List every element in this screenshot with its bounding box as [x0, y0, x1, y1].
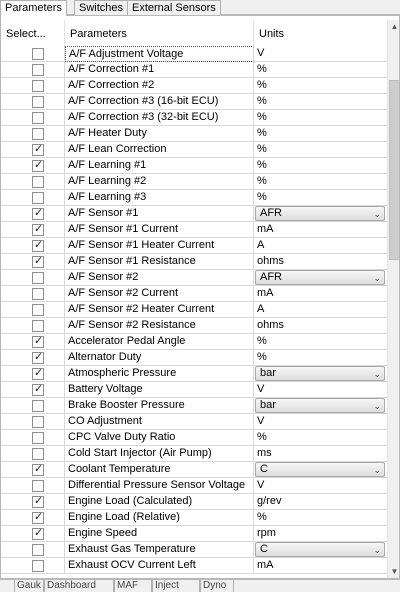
select-cell: [1, 174, 65, 190]
select-checkbox[interactable]: [32, 240, 44, 252]
select-checkbox[interactable]: [32, 384, 44, 396]
table-row[interactable]: [1, 334, 387, 350]
checkmark-icon: ✓: [34, 159, 44, 171]
select-checkbox[interactable]: [32, 496, 44, 508]
select-checkbox[interactable]: [32, 432, 44, 444]
parameter-name: A/F Adjustment Voltage: [65, 46, 254, 62]
table-row[interactable]: [1, 414, 387, 430]
parameter-name: A/F Sensor #2 Heater Current: [65, 302, 254, 318]
table-row[interactable]: [1, 94, 387, 110]
table-row[interactable]: [1, 174, 387, 190]
unit-value: V: [257, 47, 265, 59]
select-cell: [1, 254, 65, 270]
select-cell: [1, 238, 65, 254]
select-checkbox[interactable]: [32, 224, 44, 236]
parameter-name: Atmospheric Pressure: [65, 366, 254, 382]
select-checkbox[interactable]: [32, 528, 44, 540]
bottom-tab-strip: [0, 579, 400, 592]
unit-value: %: [257, 191, 267, 203]
table-row[interactable]: [1, 542, 387, 558]
unit-value: %: [257, 431, 267, 443]
parameter-name: A/F Learning #1: [65, 158, 254, 174]
column-header-parameters[interactable]: Parameters: [65, 20, 254, 50]
table-row[interactable]: [1, 222, 387, 238]
parameter-name: Exhaust OCV Current Left: [65, 558, 254, 574]
unit-dropdown[interactable]: [255, 206, 385, 221]
bottom-tab-4[interactable]: Inject: [152, 580, 200, 592]
table-row[interactable]: [1, 206, 387, 222]
table-row[interactable]: [1, 238, 387, 254]
chevron-down-icon[interactable]: ⌄: [373, 209, 381, 219]
table-row[interactable]: [1, 126, 387, 142]
select-cell: [1, 302, 65, 318]
unit-value: V: [257, 415, 265, 427]
select-checkbox[interactable]: [32, 480, 44, 492]
select-checkbox[interactable]: [32, 176, 44, 188]
unit-dropdown-value: AFR: [260, 271, 282, 283]
unit-value: g/rev: [257, 495, 282, 507]
checkmark-icon: ✓: [34, 367, 44, 379]
parameter-name: A/F Sensor #1: [65, 206, 254, 222]
select-checkbox[interactable]: [32, 544, 44, 556]
select-cell: [1, 526, 65, 542]
unit-value: %: [257, 111, 267, 123]
unit-value: %: [257, 159, 267, 171]
select-cell: [1, 350, 65, 366]
select-checkbox[interactable]: [32, 96, 44, 108]
select-cell: [1, 270, 65, 286]
parameter-name: Exhaust Gas Temperature: [65, 542, 254, 558]
column-header-units[interactable]: Units: [259, 28, 285, 40]
unit-dropdown[interactable]: [255, 542, 385, 557]
unit-dropdown-value: C: [260, 463, 268, 475]
checkmark-icon: ✓: [34, 383, 44, 395]
select-checkbox[interactable]: [32, 448, 44, 460]
table-row[interactable]: [1, 46, 387, 62]
parameter-name: Battery Voltage: [65, 382, 254, 398]
table-row[interactable]: [1, 430, 387, 446]
select-cell: [1, 334, 65, 350]
chevron-down-icon[interactable]: ⌄: [373, 465, 381, 475]
table-row[interactable]: [1, 446, 387, 462]
select-cell: [1, 126, 65, 142]
select-checkbox[interactable]: [32, 352, 44, 364]
table-row[interactable]: [1, 302, 387, 318]
select-checkbox[interactable]: [32, 288, 44, 300]
select-checkbox[interactable]: [32, 560, 44, 572]
parameter-name: CO Adjustment: [65, 414, 254, 430]
select-cell: [1, 382, 65, 398]
select-cell: [1, 142, 65, 158]
select-cell: [1, 158, 65, 174]
select-cell: [1, 414, 65, 430]
parameter-name: A/F Correction #1: [65, 62, 254, 78]
checkmark-icon: ✓: [34, 527, 44, 539]
parameter-name: A/F Correction #3 (32-bit ECU): [65, 110, 254, 126]
table-row[interactable]: [1, 286, 387, 302]
table-row[interactable]: [1, 366, 387, 382]
parameter-name: Differential Pressure Sensor Voltage: [65, 478, 254, 494]
select-cell: [1, 190, 65, 206]
table-row[interactable]: [1, 78, 387, 94]
select-cell: [1, 366, 65, 382]
parameter-name: Engine Load (Calculated): [65, 494, 254, 510]
select-cell: [1, 558, 65, 574]
parameter-name: Cold Start Injector (Air Pump): [65, 446, 254, 462]
select-checkbox[interactable]: [32, 208, 44, 220]
select-cell: [1, 46, 65, 62]
unit-value: %: [257, 175, 267, 187]
unit-value: %: [257, 95, 267, 107]
chevron-down-icon[interactable]: ⌄: [373, 545, 381, 555]
unit-dropdown-value: C: [260, 543, 268, 555]
select-checkbox[interactable]: [32, 512, 44, 524]
unit-value: %: [257, 351, 267, 363]
select-cell: [1, 462, 65, 478]
select-checkbox[interactable]: [32, 80, 44, 92]
select-checkbox[interactable]: [32, 320, 44, 332]
parameter-name: CPC Valve Duty Ratio: [65, 430, 254, 446]
parameter-name: A/F Sensor #2 Current: [65, 286, 254, 302]
select-cell: [1, 206, 65, 222]
chevron-down-icon[interactable]: ⌄: [373, 401, 381, 411]
select-checkbox[interactable]: [32, 192, 44, 204]
parameter-name: A/F Learning #3: [65, 190, 254, 206]
select-checkbox[interactable]: [32, 48, 44, 60]
unit-value: ohms: [257, 255, 284, 267]
select-checkbox[interactable]: [32, 144, 44, 156]
unit-value: mA: [257, 287, 274, 299]
table-row[interactable]: [1, 462, 387, 478]
table-row[interactable]: [1, 478, 387, 494]
table-row[interactable]: [1, 494, 387, 510]
parameter-name: Accelerator Pedal Angle: [65, 334, 254, 350]
vertical-scrollbar[interactable]: [387, 20, 400, 578]
unit-value: A: [257, 239, 265, 251]
checkmark-icon: ✓: [34, 495, 44, 507]
unit-value: A: [257, 303, 265, 315]
select-cell: [1, 286, 65, 302]
unit-value: ms: [257, 447, 272, 459]
select-cell: [1, 110, 65, 126]
unit-dropdown-value: AFR: [260, 207, 282, 219]
unit-dropdown[interactable]: [255, 270, 385, 285]
bottom-tab-3[interactable]: MAF: [114, 580, 152, 592]
select-checkbox[interactable]: [32, 336, 44, 348]
chevron-down-icon[interactable]: ⌄: [373, 273, 381, 283]
select-cell: [1, 446, 65, 462]
table-row[interactable]: [1, 382, 387, 398]
tab-external-sensors[interactable]: External Sensors: [127, 0, 221, 15]
unit-dropdown[interactable]: [255, 462, 385, 477]
select-cell: [1, 62, 65, 78]
parameter-name: Alternator Duty: [65, 350, 254, 366]
parameter-name: A/F Lean Correction: [65, 142, 254, 158]
select-cell: [1, 542, 65, 558]
parameter-name: Engine Speed: [65, 526, 254, 542]
column-header-select[interactable]: Select...: [1, 20, 65, 50]
table-row[interactable]: [1, 318, 387, 334]
select-checkbox[interactable]: [32, 112, 44, 124]
parameter-name: A/F Heater Duty: [65, 126, 254, 142]
unit-dropdown[interactable]: [255, 398, 385, 413]
unit-value: %: [257, 79, 267, 91]
unit-dropdown-value: bar: [260, 367, 276, 379]
table-row[interactable]: [1, 526, 387, 542]
select-cell: [1, 398, 65, 414]
select-checkbox[interactable]: [32, 64, 44, 76]
select-checkbox[interactable]: [32, 160, 44, 172]
select-cell: [1, 78, 65, 94]
unit-dropdown[interactable]: [255, 366, 385, 381]
parameter-name: A/F Correction #2: [65, 78, 254, 94]
parameter-name: A/F Sensor #2: [65, 270, 254, 286]
checkmark-icon: ✓: [34, 239, 44, 251]
select-cell: [1, 478, 65, 494]
bottom-tab-2[interactable]: Dashboard: [44, 580, 114, 592]
parameter-name: Engine Load (Relative): [65, 510, 254, 526]
checkmark-icon: ✓: [34, 335, 44, 347]
scroll-up-arrow-icon[interactable]: ▲: [390, 22, 399, 31]
scrollbar-thumb[interactable]: [389, 80, 400, 260]
table-row[interactable]: [1, 350, 387, 366]
tab-strip: [0, 0, 400, 15]
parameter-name: A/F Sensor #1 Current: [65, 222, 254, 238]
select-checkbox[interactable]: [32, 256, 44, 268]
unit-value: V: [257, 479, 265, 491]
unit-value: rpm: [257, 527, 276, 539]
unit-dropdown-value: bar: [260, 399, 276, 411]
table-row[interactable]: [1, 398, 387, 414]
select-cell: [1, 510, 65, 526]
parameter-name: Coolant Temperature: [65, 462, 254, 478]
select-cell: [1, 430, 65, 446]
select-checkbox[interactable]: [32, 416, 44, 428]
checkmark-icon: ✓: [34, 511, 44, 523]
table-row[interactable]: [1, 142, 387, 158]
select-cell: [1, 222, 65, 238]
parameters-panel: [0, 15, 400, 579]
select-checkbox[interactable]: [32, 272, 44, 284]
select-checkbox[interactable]: [32, 128, 44, 140]
table-row[interactable]: [1, 270, 387, 286]
checkmark-icon: ✓: [34, 351, 44, 363]
checkmark-icon: ✓: [34, 463, 44, 475]
parameter-name: Brake Booster Pressure: [65, 398, 254, 414]
checkmark-icon: ✓: [34, 143, 44, 155]
unit-value: %: [257, 63, 267, 75]
unit-value: %: [257, 335, 267, 347]
parameter-name: A/F Learning #2: [65, 174, 254, 190]
parameter-name: A/F Sensor #2 Resistance: [65, 318, 254, 334]
select-checkbox[interactable]: [32, 464, 44, 476]
unit-value: %: [257, 511, 267, 523]
unit-value: %: [257, 127, 267, 139]
chevron-down-icon[interactable]: ⌄: [373, 369, 381, 379]
tab-switches[interactable]: Switches: [74, 0, 128, 15]
select-checkbox[interactable]: [32, 400, 44, 412]
parameter-name: A/F Sensor #1 Resistance: [65, 254, 254, 270]
table-row[interactable]: [1, 158, 387, 174]
unit-value: V: [257, 383, 265, 395]
select-cell: [1, 318, 65, 334]
tab-parameters[interactable]: Parameters: [0, 0, 67, 16]
unit-value: mA: [257, 223, 274, 235]
unit-value: mA: [257, 559, 274, 571]
select-cell: [1, 94, 65, 110]
bottom-tab-1[interactable]: Gauk: [14, 580, 44, 592]
unit-value: ohms: [257, 319, 284, 331]
parameter-name: A/F Correction #3 (16-bit ECU): [65, 94, 254, 110]
parameter-name: A/F Sensor #1 Heater Current: [65, 238, 254, 254]
select-checkbox[interactable]: [32, 368, 44, 380]
checkmark-icon: ✓: [34, 255, 44, 267]
checkmark-icon: ✓: [34, 207, 44, 219]
select-checkbox[interactable]: [32, 304, 44, 316]
table-row[interactable]: [1, 62, 387, 78]
table-row[interactable]: [1, 510, 387, 526]
scroll-down-arrow-icon[interactable]: ▼: [390, 567, 399, 576]
unit-value: %: [257, 143, 267, 155]
checkmark-icon: ✓: [34, 223, 44, 235]
select-cell: [1, 494, 65, 510]
bottom-tab-5[interactable]: Dyno: [200, 580, 234, 592]
table-row[interactable]: [1, 190, 387, 206]
table-row[interactable]: [1, 558, 387, 574]
table-row[interactable]: [1, 110, 387, 126]
table-row[interactable]: [1, 254, 387, 270]
